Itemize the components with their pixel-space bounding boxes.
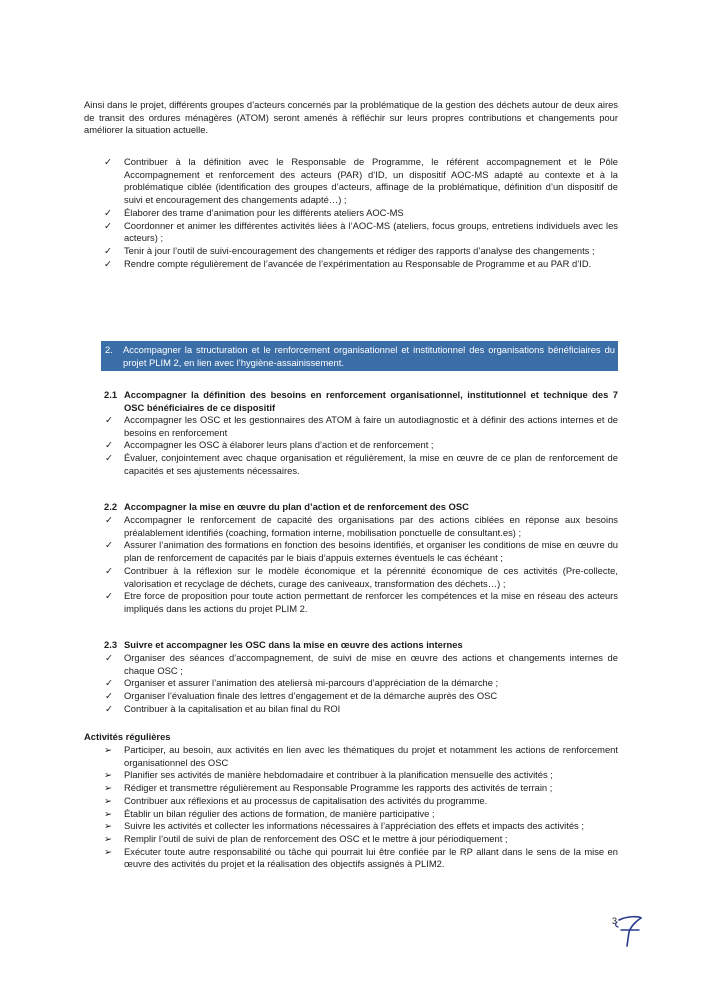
check-icon: ✓ [105,690,113,702]
list-item: ✓ Coordonner et animer les différentes activités liées à l’AOC-MS (ateliers, focus groups, entretiens individuels avec les acteurs) ; [104,219,618,244]
check-icon: ✓ [105,702,113,714]
list-item: ➢ Rédiger et transmettre régulièrement au Responsable Programme les rapports des activités de terrain ; [104,782,553,794]
list-item: ✓ Contribuer à la réflexion sur le modèle économique et la pérennité économique de ces activités (Pre-collecte, valorisation et recyclage de déchets, curage des caniveaux, transformation des déchets…) ; [105,564,618,589]
check-icon: ✓ [104,244,112,256]
list-item: ➢ Établir un bilan régulier des actions de formation, de manière participative ; [104,807,435,819]
subsection-2-1-list [84,414,618,478]
list-item: ✓ Organiser et assurer l’animation des ateliersà mi-parcours d’appréciation de la démarche ; [105,677,499,689]
list-item: ✓ Contribuer à la capitalisation et au bilan final du ROI [105,702,341,714]
list-item: ✓ Tenir à jour l’outil de suivi-encouragement des changements et rédiger des rapports d’analyse des changements ; [104,244,595,256]
list-item: ✓ Contribuer à la définition avec le Responsable de Programme, le référent accompagnement et le Pôle Accompagnement et renforcement des acteurs (PAR) d’ID, un dispositif AOC-MS adapté au contexte et à la problématique ciblée (identification des groupes d’acteurs, affinage de la problématique, définition d’un dispositif de suivi et encouragement des changements adapté…) ; [104,156,618,206]
check-icon: ✓ [104,257,112,269]
section-2-banner [101,341,618,371]
check-icon: ✓ [105,452,113,464]
list-item: ➢ Remplir l’outil de suivi de plan de renforcement des OSC et le mettre à jour périodiquement ; [104,832,508,844]
list-item: ✓ Organiser des séances d’accompagnement, de suivi de mise en œuvre des actions et changements internes de chaque OSC ; [105,652,618,676]
arrow-bullet-icon: ➢ [104,769,112,781]
arrow-bullet-icon: ➢ [104,744,112,755]
list-item: ➢ Planifier ses activités de manière hebdomadaire et contribuer à la planification mensuelle des activités ; [104,769,553,781]
subsection-2-3-list [84,652,618,716]
responsibilities-list [84,156,618,270]
intro-paragraph: Ainsi dans le projet, différents groupes d’acteurs concernés par la problématique de la gestion des déchets autour de deux aires de transit des ordures ménagères (ATOM) seront amenés à réfléchir sur leurs propres contributions et changements pour améliorer la situation actuelle. [84,99,618,136]
subsection-title: Suivre et accompagner les OSC dans la mise en œuvre des actions internes [124,639,463,650]
list-item: ✓ Évaluer, conjointement avec chaque organisation et régulièrement, la mise en œuvre de ce plan de renforcement de capacités et ses ajustements nécessaires. [105,452,618,476]
list-item: ➢ Participer, au besoin, aux activités en lien avec les thématiques du projet et notamment les actions de renforcement organisationnel des OSC [104,744,618,768]
check-icon: ✓ [105,439,113,451]
list-item: ➢ Suivre les activités et collecter les informations nécessaires à l’appréciation des effets et impacts des activités ; [104,820,584,832]
check-icon: ✓ [104,219,112,231]
list-item: ➢ Exécuter toute autre responsabilité ou tâche qui pourrait lui être confiée par le RP allant dans le sens de la mise en œuvre des activités du projet et la réalisation des objectifs assignés à PLIM2. [104,845,618,870]
activites-list [84,744,618,871]
arrow-bullet-icon: ➢ [104,845,112,857]
check-icon: ✓ [105,652,113,663]
arrow-bullet-icon: ➢ [104,794,112,806]
subsection-title: Accompagner la mise en œuvre du plan d’action et de renforcement des OSC [124,501,469,512]
check-icon: ✓ [105,414,113,425]
subsection-2-2-heading [104,501,618,514]
check-icon: ✓ [104,156,112,167]
check-icon: ✓ [105,514,113,525]
activites-heading [84,731,384,744]
arrow-bullet-icon: ➢ [104,782,112,794]
subsection-2-1-heading [104,389,618,415]
list-item: ➢ Contribuer aux réflexions et au processus de capitalisation des activités du programme. [104,794,488,806]
activites-title: Activités régulières [84,731,171,742]
list-item: ✓ Assurer l’animation des formations en fonction des besoins identifiés, et organiser les conditions de mise en œuvre du plan de renforcement de capacités par le biais d’appuis externes éventuels le cas échéant ; [105,539,618,564]
list-item: ✓ Organiser l’évaluation finale des lettres d’engagement et de la démarche auprès des OSC [105,690,498,702]
section-2-title: Accompagner la structuration et le renforcement organisationnel et institutionnel des organisations bénéficiaires du projet PLIM 2, en lien avec l’hygiène-assainissement. [123,344,615,368]
list-item: ✓ Accompagner le renforcement de capacité des organisations par des actions ciblées en réponse aux besoins préalablement identifiés (coaching, formation interne, mobilisation ponctuelle de consultant.es) ; [105,514,618,538]
arrow-bullet-icon: ➢ [104,820,112,832]
check-icon: ✓ [105,590,113,602]
list-item: ✓ Etre force de proposition pour toute action permettant de renforcer les compétences et la mise en réseau des acteurs impliqués dans les actions du projet PLIM 2. [105,590,618,614]
section-2-number: 2. [105,344,113,355]
list-item: ✓ Accompagner les OSC à élaborer leurs plans d’action et de renforcement ; [105,439,434,451]
subsection-number: 2.2 [104,501,118,512]
handwritten-initial-signature [609,912,649,948]
subsection-number: 2.3 [104,639,118,650]
page-number: 3 [612,916,618,926]
check-icon: ✓ [105,677,113,689]
subsection-2-2-list [84,514,618,616]
arrow-bullet-icon: ➢ [104,807,112,819]
arrow-bullet-icon: ➢ [104,832,112,844]
check-icon: ✓ [105,539,113,551]
subsection-title: Accompagner la définition des besoins en renforcement organisationnel, institutionnel et technique des 7 OSC bénéficiaires de ce dispositif [124,389,618,413]
check-icon: ✓ [104,206,112,218]
subsection-number: 2.1 [104,389,118,400]
list-item: ✓ Rendre compte régulièrement de l’avancée de l’expérimentation au Responsable de Programme et au PAR d’ID. [104,257,592,269]
list-item: ✓ Élaborer des trame d’animation pour les différents ateliers AOC-MS [104,206,404,218]
list-item: ✓ Accompagner les OSC et les gestionnaires des ATOM à faire un autodiagnostic et à définir des actions internes et de besoins en renforcement [105,414,618,438]
check-icon: ✓ [105,564,113,576]
subsection-2-3-heading [104,639,618,652]
